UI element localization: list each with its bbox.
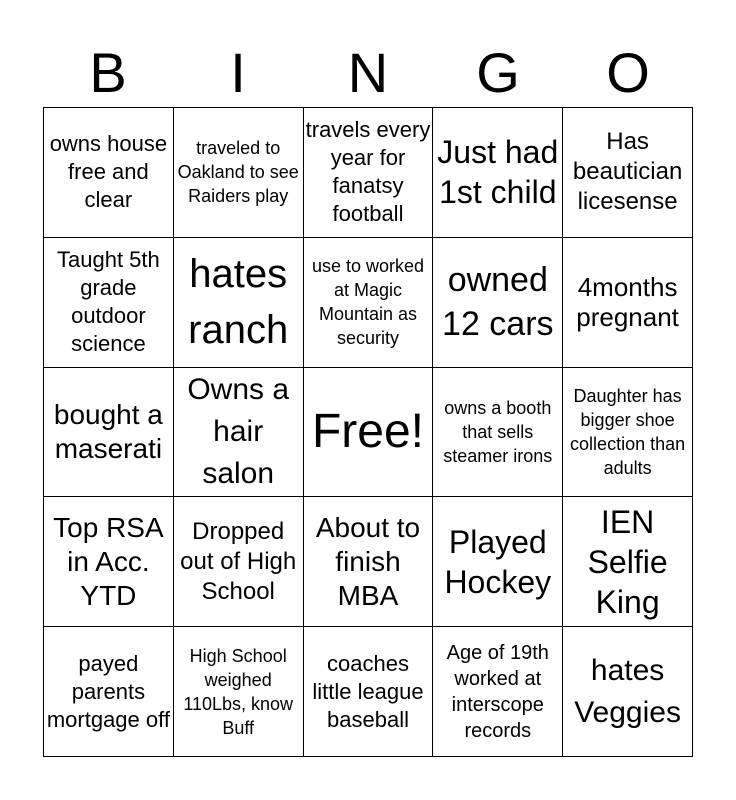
cell-text: travels every year for fanatsy football <box>305 117 431 227</box>
cell-text: Top RSA in Acc. YTD <box>53 511 164 611</box>
bingo-board <box>43 107 693 757</box>
bingo-header <box>43 40 693 106</box>
bingo-cell[interactable] <box>433 627 563 757</box>
cell-text: hates ranch <box>188 252 289 353</box>
bingo-cell[interactable] <box>433 238 563 368</box>
bingo-cell[interactable] <box>433 368 563 498</box>
free-space-text: Free! <box>311 404 424 458</box>
bingo-cell[interactable] <box>44 368 174 498</box>
cell-text: About to finish MBA <box>315 511 421 611</box>
cell-text: owns house free and clear <box>49 131 168 213</box>
bingo-cell[interactable] <box>44 497 174 627</box>
cell-text: High School weighed 110Lbs, know Buff <box>183 645 294 738</box>
cell-text: Age of 19th worked at interscope records <box>446 641 549 742</box>
bingo-cell[interactable] <box>174 627 304 757</box>
header-letter-i: I <box>230 41 246 104</box>
bingo-cell[interactable] <box>563 368 693 498</box>
cell-text: use to worked at Magic Mountain as security <box>311 256 425 349</box>
cell-text: bought a maserati <box>53 398 163 464</box>
bingo-cell[interactable] <box>304 238 434 368</box>
header-letter-b: B <box>89 41 127 104</box>
bingo-cell[interactable] <box>44 627 174 757</box>
bingo-cell[interactable] <box>563 497 693 627</box>
bingo-cell[interactable] <box>44 108 174 238</box>
bingo-cell[interactable] <box>44 238 174 368</box>
bingo-cell[interactable] <box>174 368 304 498</box>
cell-text: Just had 1st child <box>437 134 559 211</box>
bingo-cell[interactable] <box>304 497 434 627</box>
cell-text: traveled to Oakland to see Raiders play <box>177 138 299 207</box>
bingo-cell[interactable] <box>563 108 693 238</box>
header-letter-n: N <box>347 41 389 104</box>
header-letter-g: G <box>476 41 520 104</box>
bingo-cell[interactable] <box>174 497 304 627</box>
cell-text: Has beautician licesense <box>572 128 683 216</box>
header-letter-o: O <box>606 41 650 104</box>
bingo-cell[interactable] <box>433 497 563 627</box>
bingo-cell[interactable] <box>304 627 434 757</box>
cell-text: Daughter has bigger shoe collection than adults <box>570 385 686 478</box>
cell-text: owned 12 cars <box>442 261 554 344</box>
cell-text: payed parents mortgage off <box>46 650 170 732</box>
cell-text: coaches little league baseball <box>312 650 424 732</box>
bingo-cell-free[interactable] <box>304 368 434 498</box>
bingo-cell[interactable] <box>304 108 434 238</box>
cell-text: Played Hockey <box>444 523 552 600</box>
bingo-cell[interactable] <box>433 108 563 238</box>
cell-text: 4months pregnant <box>576 272 679 333</box>
cell-text: owns a booth that sells steamer irons <box>443 397 553 466</box>
bingo-cell[interactable] <box>174 238 304 368</box>
bingo-cell[interactable] <box>174 108 304 238</box>
cell-text: Owns a hair salon <box>187 372 290 490</box>
cell-text: Dropped out of High School <box>180 517 297 605</box>
cell-text: hates Veggies <box>574 653 681 729</box>
bingo-cell[interactable] <box>563 238 693 368</box>
bingo-cell[interactable] <box>563 627 693 757</box>
cell-text: Taught 5th grade outdoor science <box>57 247 160 357</box>
cell-text: IEN Selfie King <box>587 503 668 620</box>
